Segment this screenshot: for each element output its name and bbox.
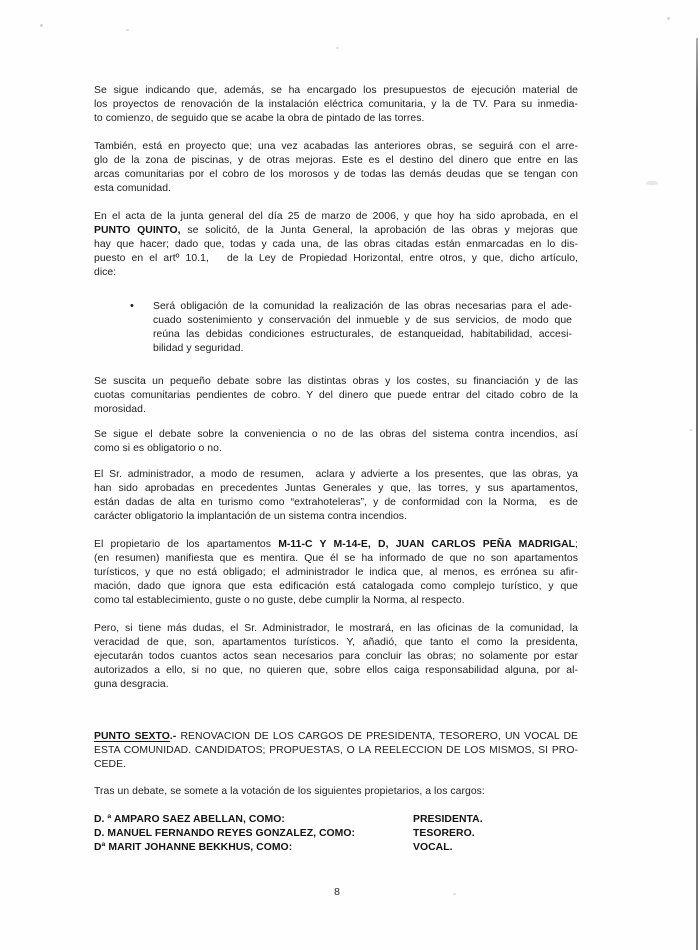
p8 bbox=[94, 622, 578, 692]
text-line bbox=[94, 210, 578, 224]
text-run: los proyectos de renovación de la instalación eléctrica comunitaria, y la de TV. Para su inmedia- bbox=[94, 99, 578, 110]
cargo-role: PRESIDENTA. bbox=[413, 814, 483, 825]
text-run: turísticos, y que no está obligado; el administrador le indica que, al menos, es errónea su afir- bbox=[94, 567, 578, 578]
text-run: ; bbox=[575, 539, 578, 550]
scan-speck bbox=[453, 893, 456, 895]
bold-text-run: PUNTO QUINTO, bbox=[94, 225, 181, 236]
text-line bbox=[94, 84, 578, 98]
text-run: reúna las debidas condiciones estructurales, de estanqueidad, habitabilidad, accesi- bbox=[153, 329, 572, 340]
text-run: Tras un debate, se somete a la votación de los siguientes propietarios, a los cargos: bbox=[94, 786, 485, 797]
scan-edge-artifact bbox=[696, 38, 698, 950]
text-run: bilidad y seguridad. bbox=[153, 343, 244, 354]
text-line bbox=[94, 482, 578, 496]
text-line bbox=[94, 375, 578, 389]
text-run: Pero, si tiene más dudas, el Sr. Administrador, le mostrará, en las oficinas de la comunidad, la bbox=[94, 623, 578, 634]
bold-text-run: PUNTO SEXTO bbox=[94, 731, 170, 742]
document-content bbox=[94, 84, 578, 855]
text-line bbox=[94, 496, 578, 510]
text-run: RENOVACION DE LOS CARGOS DE PRESIDENTA, TESORERO, UN VOCAL DE bbox=[176, 731, 578, 742]
text-line bbox=[153, 342, 572, 356]
text-line bbox=[94, 224, 578, 238]
text-run: Será obligación de la comunidad la realización de las obras necesarias para el ade- bbox=[153, 301, 572, 312]
text-run: hay que hacer; dado que, todas y cada una, de las obras citadas están enmarcadas en lo dis- bbox=[94, 239, 578, 250]
bold-text-run: .- bbox=[169, 731, 177, 742]
scan-speck bbox=[126, 29, 129, 31]
text-line bbox=[94, 510, 578, 524]
text-line bbox=[94, 468, 578, 482]
text-run: ejecutarán todos cuantos actos sean necesarios para concluir las obras; no solamente por estar bbox=[94, 651, 578, 662]
bullet-1 bbox=[94, 300, 578, 356]
text-run: autorizados a ello, si no que, no quieren que, sobre ellos caiga responsabilidad alguna, por al- bbox=[94, 665, 578, 676]
p5 bbox=[94, 428, 578, 456]
text-run: También, está en proyecto que; una vez acabadas las anteriores obras, se seguirá con el arre- bbox=[94, 141, 578, 152]
cargo-row bbox=[94, 813, 578, 827]
text-line bbox=[94, 758, 578, 772]
text-run: dice: bbox=[94, 267, 117, 278]
text-line bbox=[94, 182, 578, 196]
tras bbox=[94, 785, 578, 799]
text-line bbox=[94, 389, 578, 403]
text-run: como si es obligatorio o no. bbox=[94, 443, 222, 454]
text-run: glo de la zona de piscinas, y de otras mejoras. Este es el destino del dinero que entre en las bbox=[94, 155, 578, 166]
cargo-role: TESORERO. bbox=[413, 828, 475, 839]
cargo-row bbox=[94, 841, 578, 855]
text-run: arcas comunitarias por el cobro de los morosos y de todas las demás deudas que se tengan con bbox=[94, 169, 578, 180]
p3 bbox=[94, 210, 578, 280]
text-run: to comienzo, de seguido que se acabe la obra de pintado de las torres. bbox=[94, 113, 425, 124]
page-number: 8 bbox=[334, 886, 340, 898]
text-run: han sido aprobadas en precedentes Juntas Generales y que, las torres, y sus apartamentos, bbox=[94, 483, 578, 494]
text-run: cuado sostenimiento y conservación del inmueble y de sus servicios, de modo que bbox=[153, 315, 572, 326]
scan-speck bbox=[336, 47, 339, 49]
text-line bbox=[94, 252, 578, 266]
text-run: ESTA COMUNIDAD. CANDIDATOS; PROPUESTAS, O LA REELECCION DE LOS MISMOS, SI PRO- bbox=[94, 745, 578, 756]
text-line bbox=[94, 785, 578, 799]
text-run: El propietario de los apartamentos bbox=[94, 539, 279, 550]
text-line bbox=[153, 300, 572, 314]
scan-speck bbox=[40, 24, 43, 27]
text-run: En el acta de la junta general del día 25 de marzo de 2006, y que hoy ha sido aprobada, en el bbox=[94, 211, 578, 222]
p4 bbox=[94, 375, 578, 417]
cargo-role: VOCAL. bbox=[413, 842, 453, 853]
text-run: El Sr. administrador, a modo de resumen, aclara y advierte a los presentes, que las obras, ya bbox=[94, 469, 578, 480]
text-run: morosidad. bbox=[94, 404, 146, 415]
text-run: Se suscita un pequeño debate sobre las distintas obras y los costes, su financiación y de las bbox=[94, 376, 578, 387]
text-line bbox=[94, 566, 578, 580]
text-run: carácter obligatorio la implantación de un sistema contra incendios. bbox=[94, 511, 407, 522]
p2 bbox=[94, 140, 578, 196]
text-line bbox=[94, 442, 578, 456]
text-line bbox=[94, 744, 578, 758]
text-run: se solicitó, de la Junta General, la aprobación de las obras y mejoras que bbox=[180, 225, 578, 236]
text-line bbox=[94, 678, 578, 692]
text-line bbox=[94, 154, 578, 168]
cargos bbox=[94, 813, 578, 855]
text-run: veracidad de que, son, apartamentos turísticos. Y, añadió, que tanto el como la presidenta, bbox=[94, 637, 578, 648]
text-line bbox=[94, 168, 578, 182]
text-line bbox=[153, 328, 572, 342]
scan-smudge bbox=[646, 181, 658, 185]
text-line bbox=[94, 403, 578, 417]
text-line bbox=[94, 664, 578, 678]
p1 bbox=[94, 84, 578, 126]
text-line bbox=[94, 636, 578, 650]
text-line bbox=[94, 98, 578, 112]
owner-name: Dª MARIT JOHANNE BEKKHUS, COMO: bbox=[94, 842, 293, 853]
bullet-icon: • bbox=[130, 300, 134, 312]
owner-name: D. MANUEL FERNANDO REYES GONZALEZ, COMO: bbox=[94, 828, 355, 839]
text-run: guna desgracia. bbox=[94, 679, 169, 690]
scan-speck bbox=[689, 429, 693, 431]
text-line bbox=[94, 428, 578, 442]
text-line bbox=[94, 140, 578, 154]
punto-sexto bbox=[94, 730, 578, 772]
text-run: esta comunidad. bbox=[94, 183, 171, 194]
cargo-row bbox=[94, 827, 578, 841]
text-line bbox=[94, 552, 578, 566]
text-line bbox=[94, 594, 578, 608]
text-line bbox=[94, 238, 578, 252]
text-line bbox=[94, 622, 578, 636]
text-line bbox=[94, 266, 578, 280]
text-line bbox=[153, 314, 572, 328]
text-line bbox=[94, 538, 578, 552]
text-run: Se sigue indicando que, además, se ha encargado los presupuestos de ejecución material de bbox=[94, 85, 578, 96]
p6 bbox=[94, 468, 578, 524]
text-line bbox=[94, 730, 578, 744]
text-run: están dadas de alta en turismo como “extrahoteleras”, y de conformidad con la Norma, es de bbox=[94, 497, 578, 508]
text-run: mación, dado que ignora que esta edificación está catalogada como complejo turístico, y que bbox=[94, 581, 578, 592]
text-line bbox=[94, 580, 578, 594]
text-line bbox=[94, 650, 578, 664]
bold-text-run: M-11-C Y M-14-E, D, JUAN CARLOS PEÑA MADRIGAL bbox=[278, 539, 576, 550]
owner-name: D. ª AMPARO SAEZ ABELLAN, COMO: bbox=[94, 814, 285, 825]
text-line bbox=[94, 112, 578, 126]
text-run: cuotas comunitarias pendientes de cobro. Y del dinero que puede entrar del citado cobro de la bbox=[94, 390, 578, 401]
scan-speck bbox=[667, 17, 670, 20]
text-run: puesto en el artº 10.1, de la Ley de Propiedad Horizontal, entre otros, y que, dicho artículo, bbox=[94, 253, 578, 264]
text-run: (en resumen) manifiesta que es mentira. Que él se ha informado de que no son apartamentos bbox=[94, 553, 578, 564]
text-run: como tal establecimiento, guste o no guste, debe cumplir la Norma, al respecto. bbox=[94, 595, 465, 606]
p7 bbox=[94, 538, 578, 608]
text-run: Se sigue el debate sobre la conveniencia o no de las obras del sistema contra incendios, así bbox=[94, 429, 578, 440]
text-run: CEDE. bbox=[94, 759, 127, 770]
